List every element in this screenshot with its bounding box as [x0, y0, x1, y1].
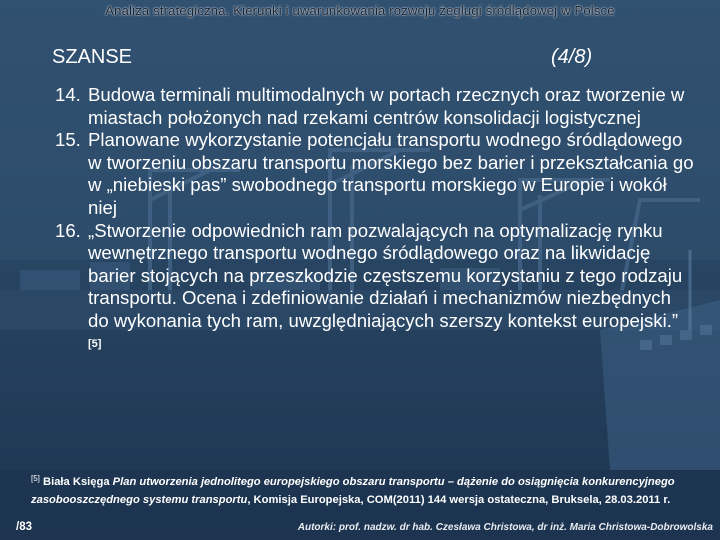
list-item	[55, 220, 695, 359]
slide-heading: SZANSE	[52, 46, 133, 68]
list-item-text-wrapper	[88, 220, 695, 359]
list-item-text: Planowane wykorzystanie potencjału transportu wodnego śródlądowego w tworzeniu obszaru transportu morskiego bez barier i przekształcania go w „niebieski pas” swobodnego transportu morskiego w Europie i wokół niej	[88, 129, 694, 218]
footnote	[31, 470, 696, 509]
list-item-number: 15.	[55, 129, 81, 151]
section-page-count: (4/8)	[551, 46, 593, 68]
list-item-number: 16.	[55, 219, 81, 241]
footnote-marker: [5]	[31, 474, 40, 483]
opportunities-list	[55, 84, 695, 358]
list-item-number: 14.	[55, 84, 81, 105]
authors-credit: Autorki: prof. nadzw. dr hab. Czesława Christowa, dr inż. Maria Christowa-Dobrowolska	[297, 522, 713, 533]
list-item-text: „Stworzenie odpowiednich ram pozwalających na optymalizację rynku wewnętrznego transportu wodnego śródlądowego oraz na likwidację barier stojących na przeszkodzie częstszemu korzystaniu z tego rodzaju transportu. Ocena i zdefiniowanie działań i mechanizmów niezbędnych do wykonania tych ram, uwzględniających szerszy kontekst europejski.”	[88, 219, 683, 331]
list-item-text: Budowa terminali multimodalnych w portach rzecznych oraz tworzenie w miastach położonych nad rzekami centrów konsolidacji logistycznej	[88, 84, 685, 128]
footnote-document-title: Plan utworzenia jednolitego europejskiego obszaru transportu – dążenie do osiągnięcia konkurencyjnego zasobooszczędnego systemu transportu	[31, 476, 675, 506]
footnote-prefix: Biała Księga	[43, 476, 113, 488]
list-item	[55, 129, 695, 219]
list-item	[55, 84, 695, 129]
footnote-source: , Komisja Europejska, COM(2011) 144 wersja ostateczna, Bruksela, 28.03.2011 r.	[247, 494, 671, 506]
presentation-title: Analiza strategiczna. Kierunki i uwarunkowania rozwoju żeglugi śródlądowej w Polsce	[105, 3, 615, 18]
footnote-reference: [5]	[88, 337, 102, 350]
slide-number: /83	[16, 521, 32, 533]
